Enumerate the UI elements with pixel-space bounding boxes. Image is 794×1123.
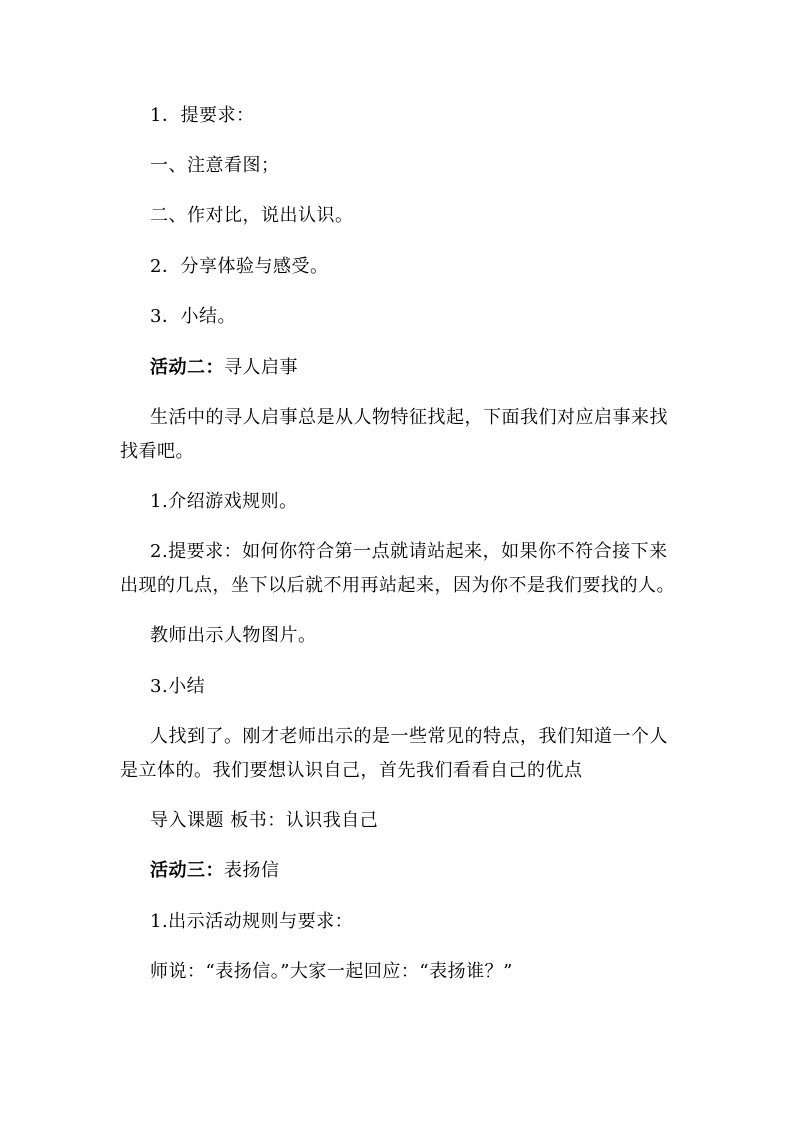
activity-3-title: 表扬信 [224,860,280,881]
activity-2-step-2-line-2: 出现的几点，坐下以后就不用再站起来，因为你不是我们要找的人。 [120,575,675,596]
teacher-shows-pictures: 教师出示人物图片。 [150,625,317,646]
step-3-summary: 3．小结。 [150,306,236,327]
point-1-observe: 一、注意看图； [150,155,280,176]
activity-2-step-2-line-1: 2.提要求：如何你符合第一点就请站起来，如果你不符合接下来 [150,541,668,562]
step-2-share: 2．分享体验与感受。 [150,256,329,277]
point-2-compare: 二、作对比，说出认识。 [150,205,354,226]
step-1-request: 1．提要求： [150,105,255,126]
activity-3-label: 活动三： [150,860,224,881]
teacher-says-dialogue: 师说：“表扬信。”大家一起回应：“表扬谁？” [150,961,513,982]
activity-2-step-3: 3.小结 [150,676,206,697]
activity-2-intro-line-2: 找看吧。 [120,441,194,462]
lesson-topic-board: 导入课题 板书：认识我自己 [150,810,379,831]
summary-line-2: 是立体的。我们要想认识自己，首先我们看看自己的优点 [120,760,583,781]
summary-line-1: 人找到了。刚才老师出示的是一些常见的特点，我们知道一个人 [150,726,668,747]
activity-2-intro-line-1: 生活中的寻人启事总是从人物特征找起，下面我们对应启事来找 [150,407,668,428]
activity-3-step-1: 1.出示活动规则与要求： [150,911,354,932]
activity-2-step-1: 1.介绍游戏规则。 [150,491,298,512]
activity-2-title: 寻人启事 [224,357,298,378]
activity-2-label: 活动二： [150,357,224,378]
activity-3-heading [150,859,280,883]
activity-2-heading [150,356,298,380]
